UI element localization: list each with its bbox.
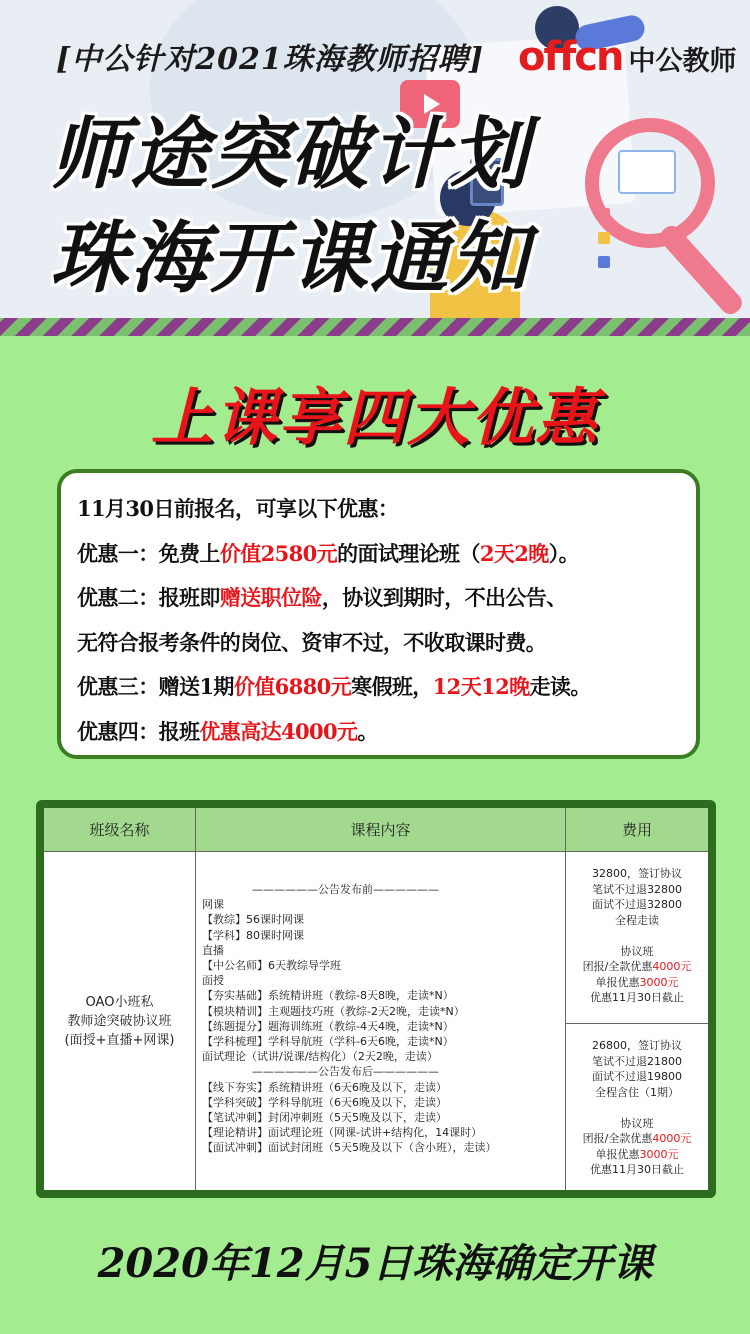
- benefits-card: [57, 469, 700, 759]
- checklist-icon: [618, 150, 676, 194]
- benefit-4: 优惠四：报班优惠高达4000元。: [77, 718, 378, 744]
- content-line: 直播: [202, 943, 224, 957]
- header-banner: [0, 0, 750, 318]
- content-line: 【学科梳理】学科导航班（学科-6天6晚，走读*N）: [202, 1035, 454, 1049]
- course-start-date: 2020年12月5日珠海确定开课: [97, 1240, 653, 1287]
- after-announcement-title: ——————公告发布后——————: [252, 1065, 439, 1079]
- title-line-1: 师途突破计划: [50, 110, 531, 200]
- striped-divider: [0, 318, 750, 336]
- header-class-name: 班级名称: [44, 808, 196, 852]
- header-tagline: [中公针对2021珠海教师招聘]: [56, 42, 484, 77]
- promo-heading: 上课享四大优惠: [150, 381, 599, 454]
- benefit-1: 优惠一：免费上价值2580元的面试理论班（2天2晚）。: [77, 540, 580, 566]
- benefits-intro: 11月30日前报名，可享以下优惠：: [77, 496, 399, 521]
- content-line: 【模块精训】主观题技巧班（教综-2天2晚，走读*N）: [202, 1004, 465, 1018]
- content-line: 【教综】56课时网课: [202, 913, 304, 927]
- logo-text: 中公教师: [628, 46, 737, 77]
- course-content-cell: [196, 852, 566, 1190]
- content-line: 【线下夯实】系统精讲班（6天6晚及以下，走读）: [202, 1080, 447, 1094]
- fee-cell-plan-2: 26800，签订协议 笔试不过退21800 面试不过退19800 全程含住（1期） 协议班 团报/全款优惠4000元 单报优惠3000元 优惠11月30日截止: [582, 1039, 692, 1176]
- content-line: 【练题提分】题海训练班（教综-4天4晚，走读*N）: [202, 1019, 454, 1033]
- fee-cell-plan-1: 32800，签订协议 笔试不过退32800 面试不过退32800 全程走读 协议班 团报/全款优惠4000元 单报优惠3000元 优惠11月30日截止: [566, 852, 708, 1024]
- magnifier-handle: [656, 222, 746, 318]
- content-line: 网课: [202, 898, 224, 912]
- benefit-2-continued: 无符合报考条件的岗位、资审不过，不收取课时费。: [77, 629, 547, 655]
- benefit-3: 优惠三：赠送1期价值6880元寒假班，12天12晚走读。: [77, 674, 591, 699]
- content-line: 【学科突破】学科导航班（6天6晚及以下，走读）: [202, 1095, 447, 1109]
- header-course-content: 课程内容: [196, 808, 566, 852]
- title-line-2: 珠海开课通知: [50, 214, 531, 304]
- content-line: 面授: [202, 974, 224, 988]
- content-line: 【笔试冲刺】封闭冲刺班（5天5晚及以下，走读）: [202, 1111, 447, 1125]
- logo-mark: offcn: [518, 34, 623, 80]
- course-table: [36, 800, 716, 1198]
- content-line: 【夯实基础】系统精讲班（教综-8天8晚，走读*N）: [202, 989, 454, 1003]
- header-fee: 费用: [566, 808, 708, 852]
- content-line: 【理论精讲】面试理论班（网课-试讲+结构化，14课时）: [202, 1126, 483, 1140]
- offcn-logo: [518, 34, 736, 80]
- content-line: 【面试冲刺】面试封闭班（5天5晚及以下（含小班），走读）: [202, 1141, 497, 1155]
- before-announcement-title: ——————公告发布前——————: [252, 883, 439, 896]
- benefit-2: 优惠二：报班即赠送职位险，协议到期时，不出公告、: [77, 585, 567, 610]
- content-line: 【中公名师】6天教综导学班: [202, 959, 341, 973]
- content-line: 【学科】80课时网课: [202, 928, 304, 942]
- content-line: 面试理论（试讲/说课/结构化）（2天2晚，走读）: [202, 1050, 438, 1064]
- class-name-cell: OAO小班私 教师途突破协议班 (面授+直播+网课): [44, 852, 196, 1190]
